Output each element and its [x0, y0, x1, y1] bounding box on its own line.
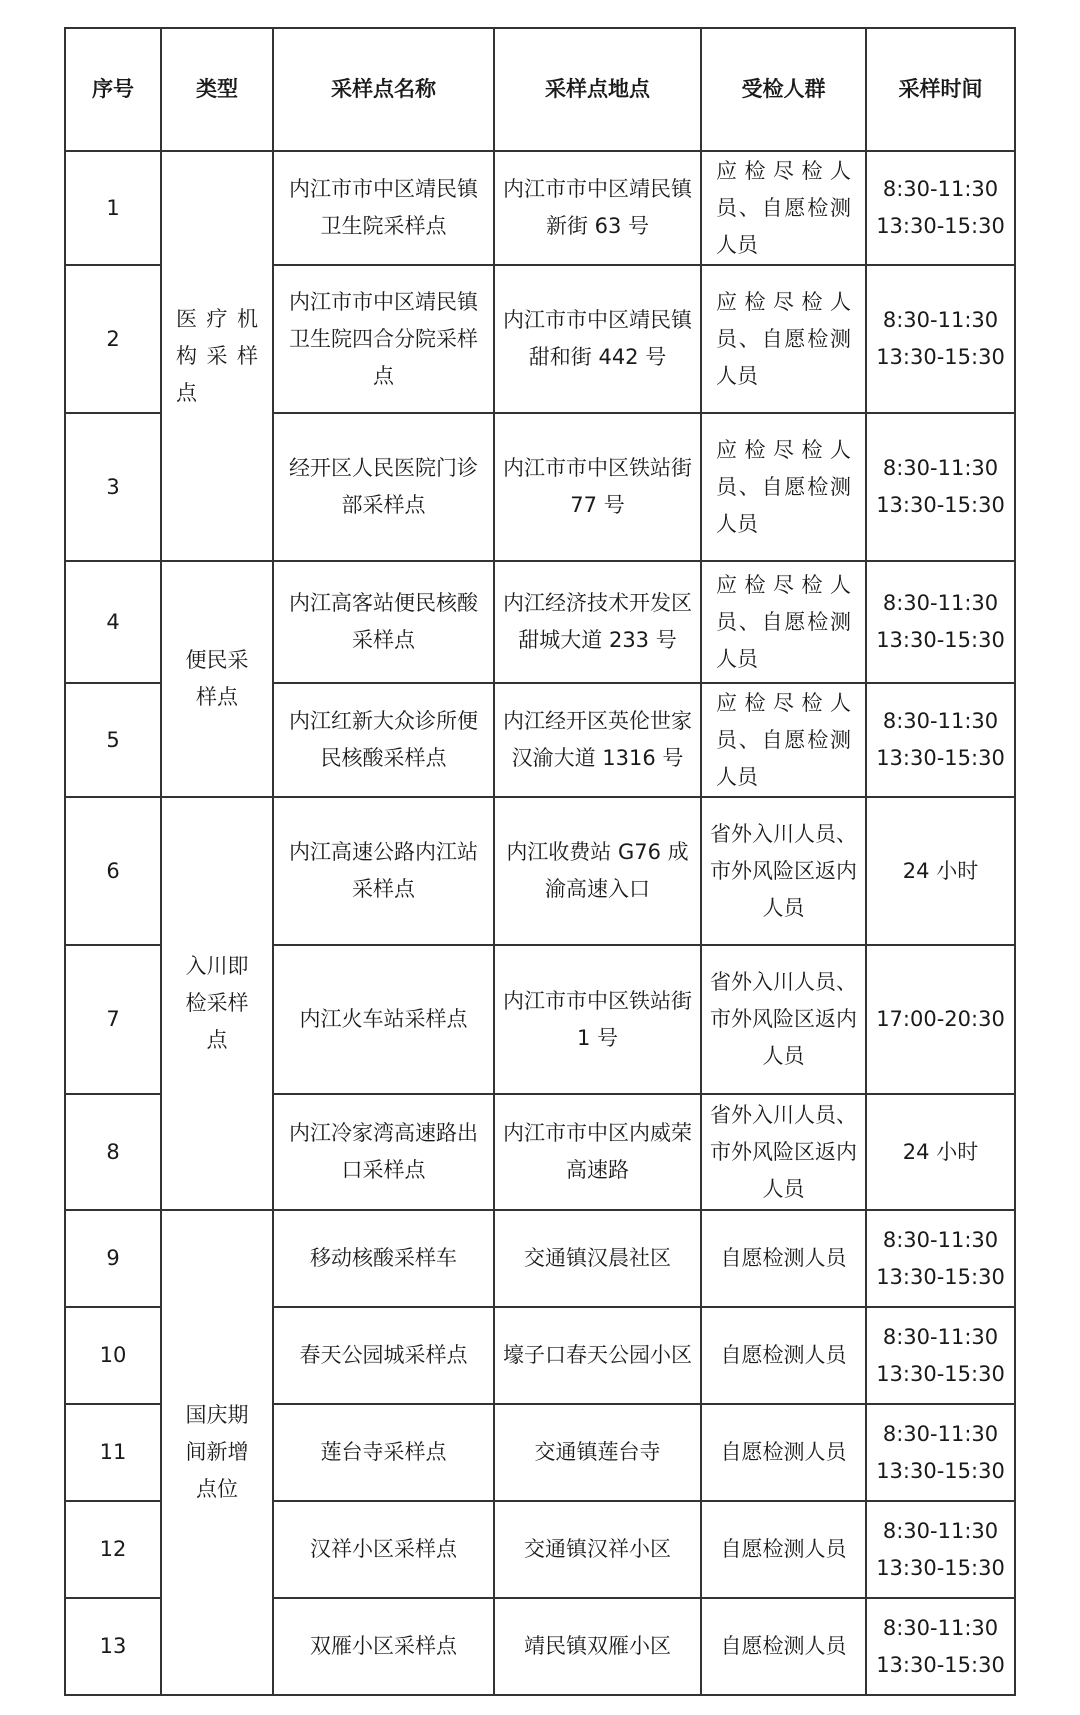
row-location: 壕子口春天公园小区	[494, 1307, 701, 1404]
row-location: 内江市市中区靖民镇甜和街 442 号	[494, 265, 701, 413]
header-population: 受检人群	[701, 28, 866, 151]
table-row	[65, 1210, 1015, 1307]
row-no: 4	[65, 561, 161, 683]
row-name: 内江火车站采样点	[273, 945, 494, 1094]
row-location: 内江市市中区铁站街 77 号	[494, 413, 701, 561]
row-population: 省外入川人员、市外风险区返内人员	[701, 1094, 866, 1210]
row-time: 8:30-11:30 13:30-15:30	[866, 1501, 1015, 1598]
row-time: 17:00-20:30	[866, 945, 1015, 1094]
group-type: 医疗机构采样点	[161, 151, 273, 561]
row-name: 内江高速公路内江站采样点	[273, 797, 494, 945]
row-name: 移动核酸采样车	[273, 1210, 494, 1307]
header-time: 采样时间	[866, 28, 1015, 151]
row-time: 8:30-11:30 13:30-15:30	[866, 561, 1015, 683]
row-location: 内江市市中区靖民镇新街 63 号	[494, 151, 701, 265]
row-location: 交通镇莲台寺	[494, 1404, 701, 1501]
row-no: 5	[65, 683, 161, 797]
row-population: 自愿检测人员	[701, 1501, 866, 1598]
row-name: 内江红新大众诊所便民核酸采样点	[273, 683, 494, 797]
header-type: 类型	[161, 28, 273, 151]
row-population: 自愿检测人员	[701, 1404, 866, 1501]
row-name: 内江市市中区靖民镇卫生院采样点	[273, 151, 494, 265]
row-location: 内江市市中区内威荣高速路	[494, 1094, 701, 1210]
group-type: 入川即检采样点	[161, 797, 273, 1210]
row-location: 内江收费站 G76 成渝高速入口	[494, 797, 701, 945]
row-name: 内江高客站便民核酸采样点	[273, 561, 494, 683]
row-population: 应检尽检人员、自愿检测人员	[701, 683, 866, 797]
row-population: 应检尽检人员、自愿检测人员	[701, 561, 866, 683]
group-type: 国庆期间新增点位	[161, 1210, 273, 1695]
sampling-sites-table	[64, 27, 1016, 1696]
row-time: 8:30-11:30 13:30-15:30	[866, 1404, 1015, 1501]
row-no: 3	[65, 413, 161, 561]
row-time: 8:30-11:30 13:30-15:30	[866, 1307, 1015, 1404]
row-time: 8:30-11:30 13:30-15:30	[866, 265, 1015, 413]
row-no: 13	[65, 1598, 161, 1695]
row-location: 内江经开区英伦世家汉渝大道 1316 号	[494, 683, 701, 797]
row-time: 8:30-11:30 13:30-15:30	[866, 683, 1015, 797]
row-population: 自愿检测人员	[701, 1598, 866, 1695]
row-no: 7	[65, 945, 161, 1094]
row-no: 6	[65, 797, 161, 945]
row-location: 靖民镇双雁小区	[494, 1598, 701, 1695]
row-population: 自愿检测人员	[701, 1210, 866, 1307]
row-name: 内江市市中区靖民镇卫生院四合分院采样点	[273, 265, 494, 413]
row-no: 2	[65, 265, 161, 413]
row-population: 应检尽检人员、自愿检测人员	[701, 413, 866, 561]
row-no: 9	[65, 1210, 161, 1307]
header-location: 采样点地点	[494, 28, 701, 151]
row-population: 应检尽检人员、自愿检测人员	[701, 265, 866, 413]
row-population: 应检尽检人员、自愿检测人员	[701, 151, 866, 265]
row-name: 春天公园城采样点	[273, 1307, 494, 1404]
row-time: 8:30-11:30 13:30-15:30	[866, 151, 1015, 265]
row-population: 自愿检测人员	[701, 1307, 866, 1404]
row-no: 12	[65, 1501, 161, 1598]
group-type: 便民采样点	[161, 561, 273, 797]
table-row	[65, 151, 1015, 265]
row-time: 8:30-11:30 13:30-15:30	[866, 413, 1015, 561]
header-row	[65, 28, 1015, 151]
row-location: 交通镇汉祥小区	[494, 1501, 701, 1598]
header-no: 序号	[65, 28, 161, 151]
row-name: 双雁小区采样点	[273, 1598, 494, 1695]
row-population: 省外入川人员、市外风险区返内人员	[701, 945, 866, 1094]
table-row	[65, 561, 1015, 683]
row-name: 内江冷家湾高速路出口采样点	[273, 1094, 494, 1210]
row-name: 经开区人民医院门诊部采样点	[273, 413, 494, 561]
row-location: 交通镇汉晨社区	[494, 1210, 701, 1307]
row-population: 省外入川人员、市外风险区返内人员	[701, 797, 866, 945]
row-time: 24 小时	[866, 1094, 1015, 1210]
row-no: 11	[65, 1404, 161, 1501]
row-time: 8:30-11:30 13:30-15:30	[866, 1598, 1015, 1695]
row-time: 8:30-11:30 13:30-15:30	[866, 1210, 1015, 1307]
row-no: 8	[65, 1094, 161, 1210]
row-name: 莲台寺采样点	[273, 1404, 494, 1501]
row-name: 汉祥小区采样点	[273, 1501, 494, 1598]
header-name: 采样点名称	[273, 28, 494, 151]
table-row	[65, 797, 1015, 945]
row-location: 内江经济技术开发区甜城大道 233 号	[494, 561, 701, 683]
row-no: 1	[65, 151, 161, 265]
row-time: 24 小时	[866, 797, 1015, 945]
row-location: 内江市市中区铁站街 1 号	[494, 945, 701, 1094]
row-no: 10	[65, 1307, 161, 1404]
